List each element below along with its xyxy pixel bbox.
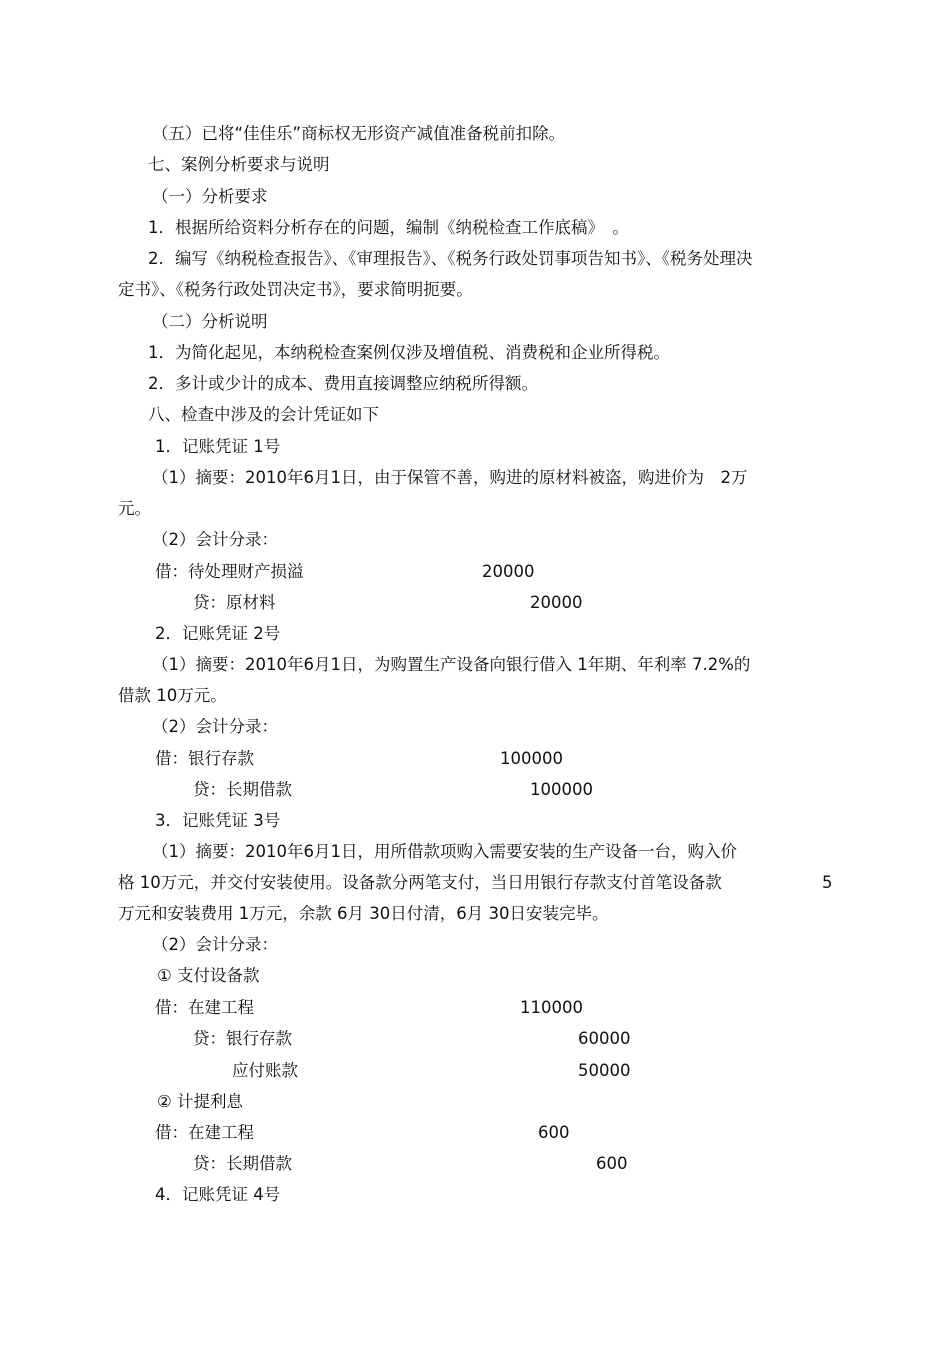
credit-account: 贷：长期借款	[193, 780, 292, 799]
text-line: （1）摘要：2010年6月1日，用所借款项购入需要安装的生产设备一台，购入价	[152, 842, 737, 861]
debit-account: 借：待处理财产损溢	[155, 562, 304, 581]
voucher-heading: 1．记账凭证 1号	[155, 437, 281, 456]
text-line: 格 10万元，并交付安装使用。设备款分两笔支付，当日用银行存款支付首笔设备款	[118, 873, 722, 892]
text-line: （1）摘要：2010年6月1日，为购置生产设备向银行借入 1年期、年利率 7.2%的	[152, 655, 751, 674]
text-line: （2）会计分录：	[152, 935, 278, 954]
credit-amount: 60000	[578, 1029, 631, 1048]
text-line: （2）会计分录：	[152, 530, 278, 549]
debit-amount: 110000	[520, 998, 583, 1017]
credit-account: 应付账款	[232, 1061, 298, 1080]
section-heading: 七、案例分析要求与说明	[148, 155, 330, 174]
credit-account: 贷：长期借款	[193, 1154, 292, 1173]
text-line: 2．编写《纳税检查报告》、《审理报告》、《税务行政处罚事项告知书》、《税务处理决	[148, 249, 753, 268]
credit-amount: 100000	[530, 780, 593, 799]
debit-account: 借：在建工程	[155, 998, 254, 1017]
credit-amount: 50000	[578, 1061, 631, 1080]
subsection-heading: （一）分析要求	[152, 187, 268, 206]
debit-amount: 600	[538, 1123, 570, 1142]
text-line: 5	[822, 873, 833, 892]
debit-account: 借：在建工程	[155, 1123, 254, 1142]
text-line: （五）已将“佳佳乐”商标权无形资产减值准备税前扣除。	[152, 124, 566, 143]
voucher-heading: 3．记账凭证 3号	[155, 811, 281, 830]
text-line: 1．为简化起见，本纳税检查案例仅涉及增值税、消费税和企业所得税。	[148, 343, 670, 362]
credit-amount: 600	[596, 1154, 628, 1173]
text-line: 1．根据所给资料分析存在的问题，编制《纳税检查工作底稿》 。	[148, 218, 629, 237]
sub-item: ① 支付设备款	[157, 966, 260, 985]
text-line: 定书》、《税务行政处罚决定书》，要求简明扼要。	[118, 280, 473, 299]
text-line: 2．多计或少计的成本、费用直接调整应纳税所得额。	[148, 374, 538, 393]
voucher-heading: 2．记账凭证 2号	[155, 624, 281, 643]
debit-amount: 100000	[500, 749, 563, 768]
text-line: （2）会计分录：	[152, 717, 278, 736]
debit-account: 借：银行存款	[155, 749, 254, 768]
text-line: 借款 10万元。	[118, 686, 227, 705]
text-line: 元。	[118, 499, 151, 518]
section-heading: 八、检查中涉及的会计凭证如下	[148, 405, 379, 424]
credit-amount: 20000	[530, 593, 583, 612]
sub-item: ② 计提利息	[157, 1092, 244, 1111]
credit-account: 贷：银行存款	[193, 1029, 292, 1048]
voucher-heading: 4．记账凭证 4号	[155, 1185, 281, 1204]
text-line: （1）摘要：2010年6月1日，由于保管不善，购进的原材料被盗，购进价为 2万	[152, 468, 748, 487]
debit-amount: 20000	[482, 562, 535, 581]
text-line: 万元和安装费用 1万元，余款 6月 30日付清，6月 30日安装完毕。	[118, 904, 609, 923]
credit-account: 贷：原材料	[193, 593, 276, 612]
subsection-heading: （二）分析说明	[152, 312, 268, 331]
